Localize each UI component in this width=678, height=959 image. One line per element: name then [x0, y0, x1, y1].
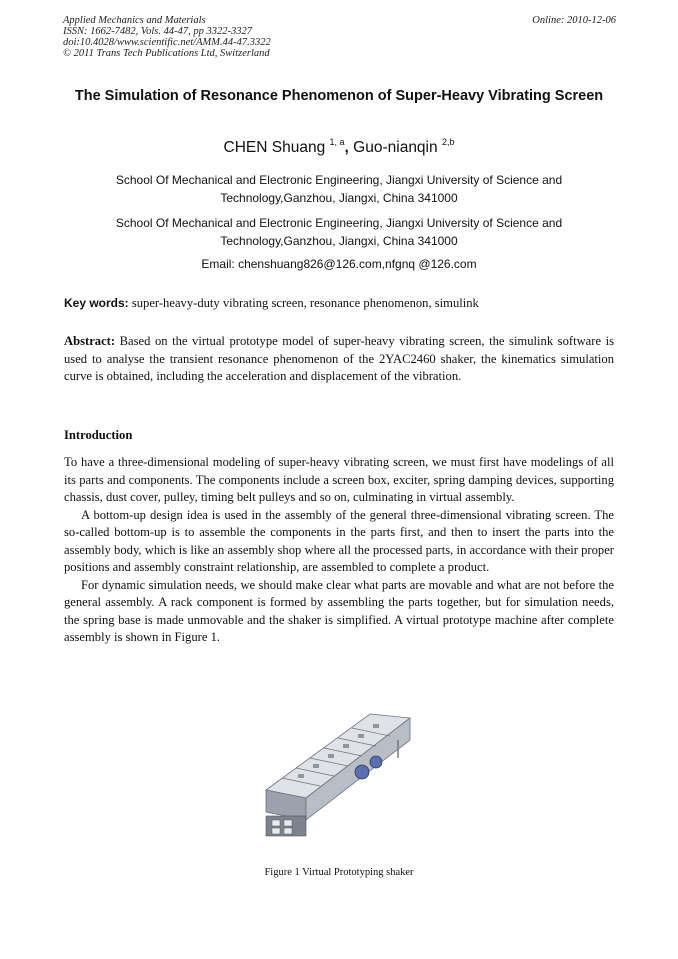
journal-name: Applied Mechanics and Materials: [63, 15, 206, 26]
figure-1-caption: Figure 1 Virtual Prototyping shaker: [264, 867, 414, 878]
intro-paragraph-2: A bottom-up design idea is used in the assembly of the general three-dimensional vibrating screen. The so-called bottom-up is to assemble the components in the parts first, and then to insert the parts into the assembly body, which is like an assembly shop where all the processed parts, in accordance with their proper positions and assembly constraint relationship, are assembled to complete a product.: [64, 507, 614, 574]
copyright-line: © 2011 Trans Tech Publications Ltd, Switzerland: [63, 48, 270, 59]
affiliation-2: School Of Mechanical and Electronic Engineering, Jiangxi University of Science and Technology,Ganzhou, Jiangxi, China 341000: [115, 216, 563, 248]
exciter-motor-2: [370, 756, 382, 768]
keywords-text: super-heavy-duty vibrating screen, resonance phenomenon, simulink: [128, 296, 479, 310]
author-1: CHEN Shuang: [223, 139, 326, 156]
author-line: [60, 137, 618, 157]
author-email[interactable]: Email: chenshuang826@126.com,nfgnq @126.com: [201, 257, 477, 271]
abstract: [64, 333, 614, 386]
online-date: Online: 2010-12-06: [532, 15, 616, 26]
keywords-label: Key words:: [64, 296, 129, 310]
author-1-affil: 1, a: [329, 137, 345, 147]
author-separator: ,: [344, 139, 354, 156]
affiliation-1: School Of Mechanical and Electronic Engineering, Jiangxi University of Science and Technology,Ganzhou, Jiangxi, China 341000: [115, 173, 563, 205]
intro-paragraph-1: To have a three-dimensional modeling of super-heavy vibrating screen, we must first have modelings of all its parts and components. The components include a screen box, exciter, spring damping devices, supporting chassis, dust cover, pulley, timing belt pulleys and so on, culminating in virtual assembly.: [64, 455, 614, 504]
journal-header: [63, 15, 271, 59]
abstract-text: Based on the virtual prototype model of super-heavy vibrating screen, the simulink software is used to analyse the transient resonance phenomenon of the 2YAC2460 shaker, the kinematics simulation curve is obtained, including the acceleration and displacement of the vibration.: [64, 334, 614, 383]
intro-paragraph-3: For dynamic simulation needs, we should make clear what parts are movable and what are not before the general assembly. A rack component is formed by assembling the parts together, but for simulation needs, the spring base is made unmovable and the shaker is simplified. A virtual prototype machine after complete assembly is shown in Figure 1.: [64, 577, 614, 644]
vibrating-screen-illustration: [258, 710, 420, 850]
introduction-heading: Introduction: [64, 428, 133, 442]
doi-line[interactable]: doi:10.4028/www.scientific.net/AMM.44-47.3322: [63, 37, 271, 48]
figure-1: [258, 710, 420, 850]
paper-title: The Simulation of Resonance Phenomenon of Super-Heavy Vibrating Screen: [74, 88, 604, 104]
keywords: [64, 295, 614, 313]
exciter-motor-1: [355, 765, 369, 779]
issn-line: ISSN: 1662-7482, Vols. 44-47, pp 3322-3327: [63, 26, 252, 37]
author-2-affil: 2,b: [441, 137, 455, 147]
abstract-label: Abstract:: [64, 334, 116, 348]
author-2: Guo-nianqin: [353, 139, 438, 156]
introduction-body: [64, 454, 614, 647]
